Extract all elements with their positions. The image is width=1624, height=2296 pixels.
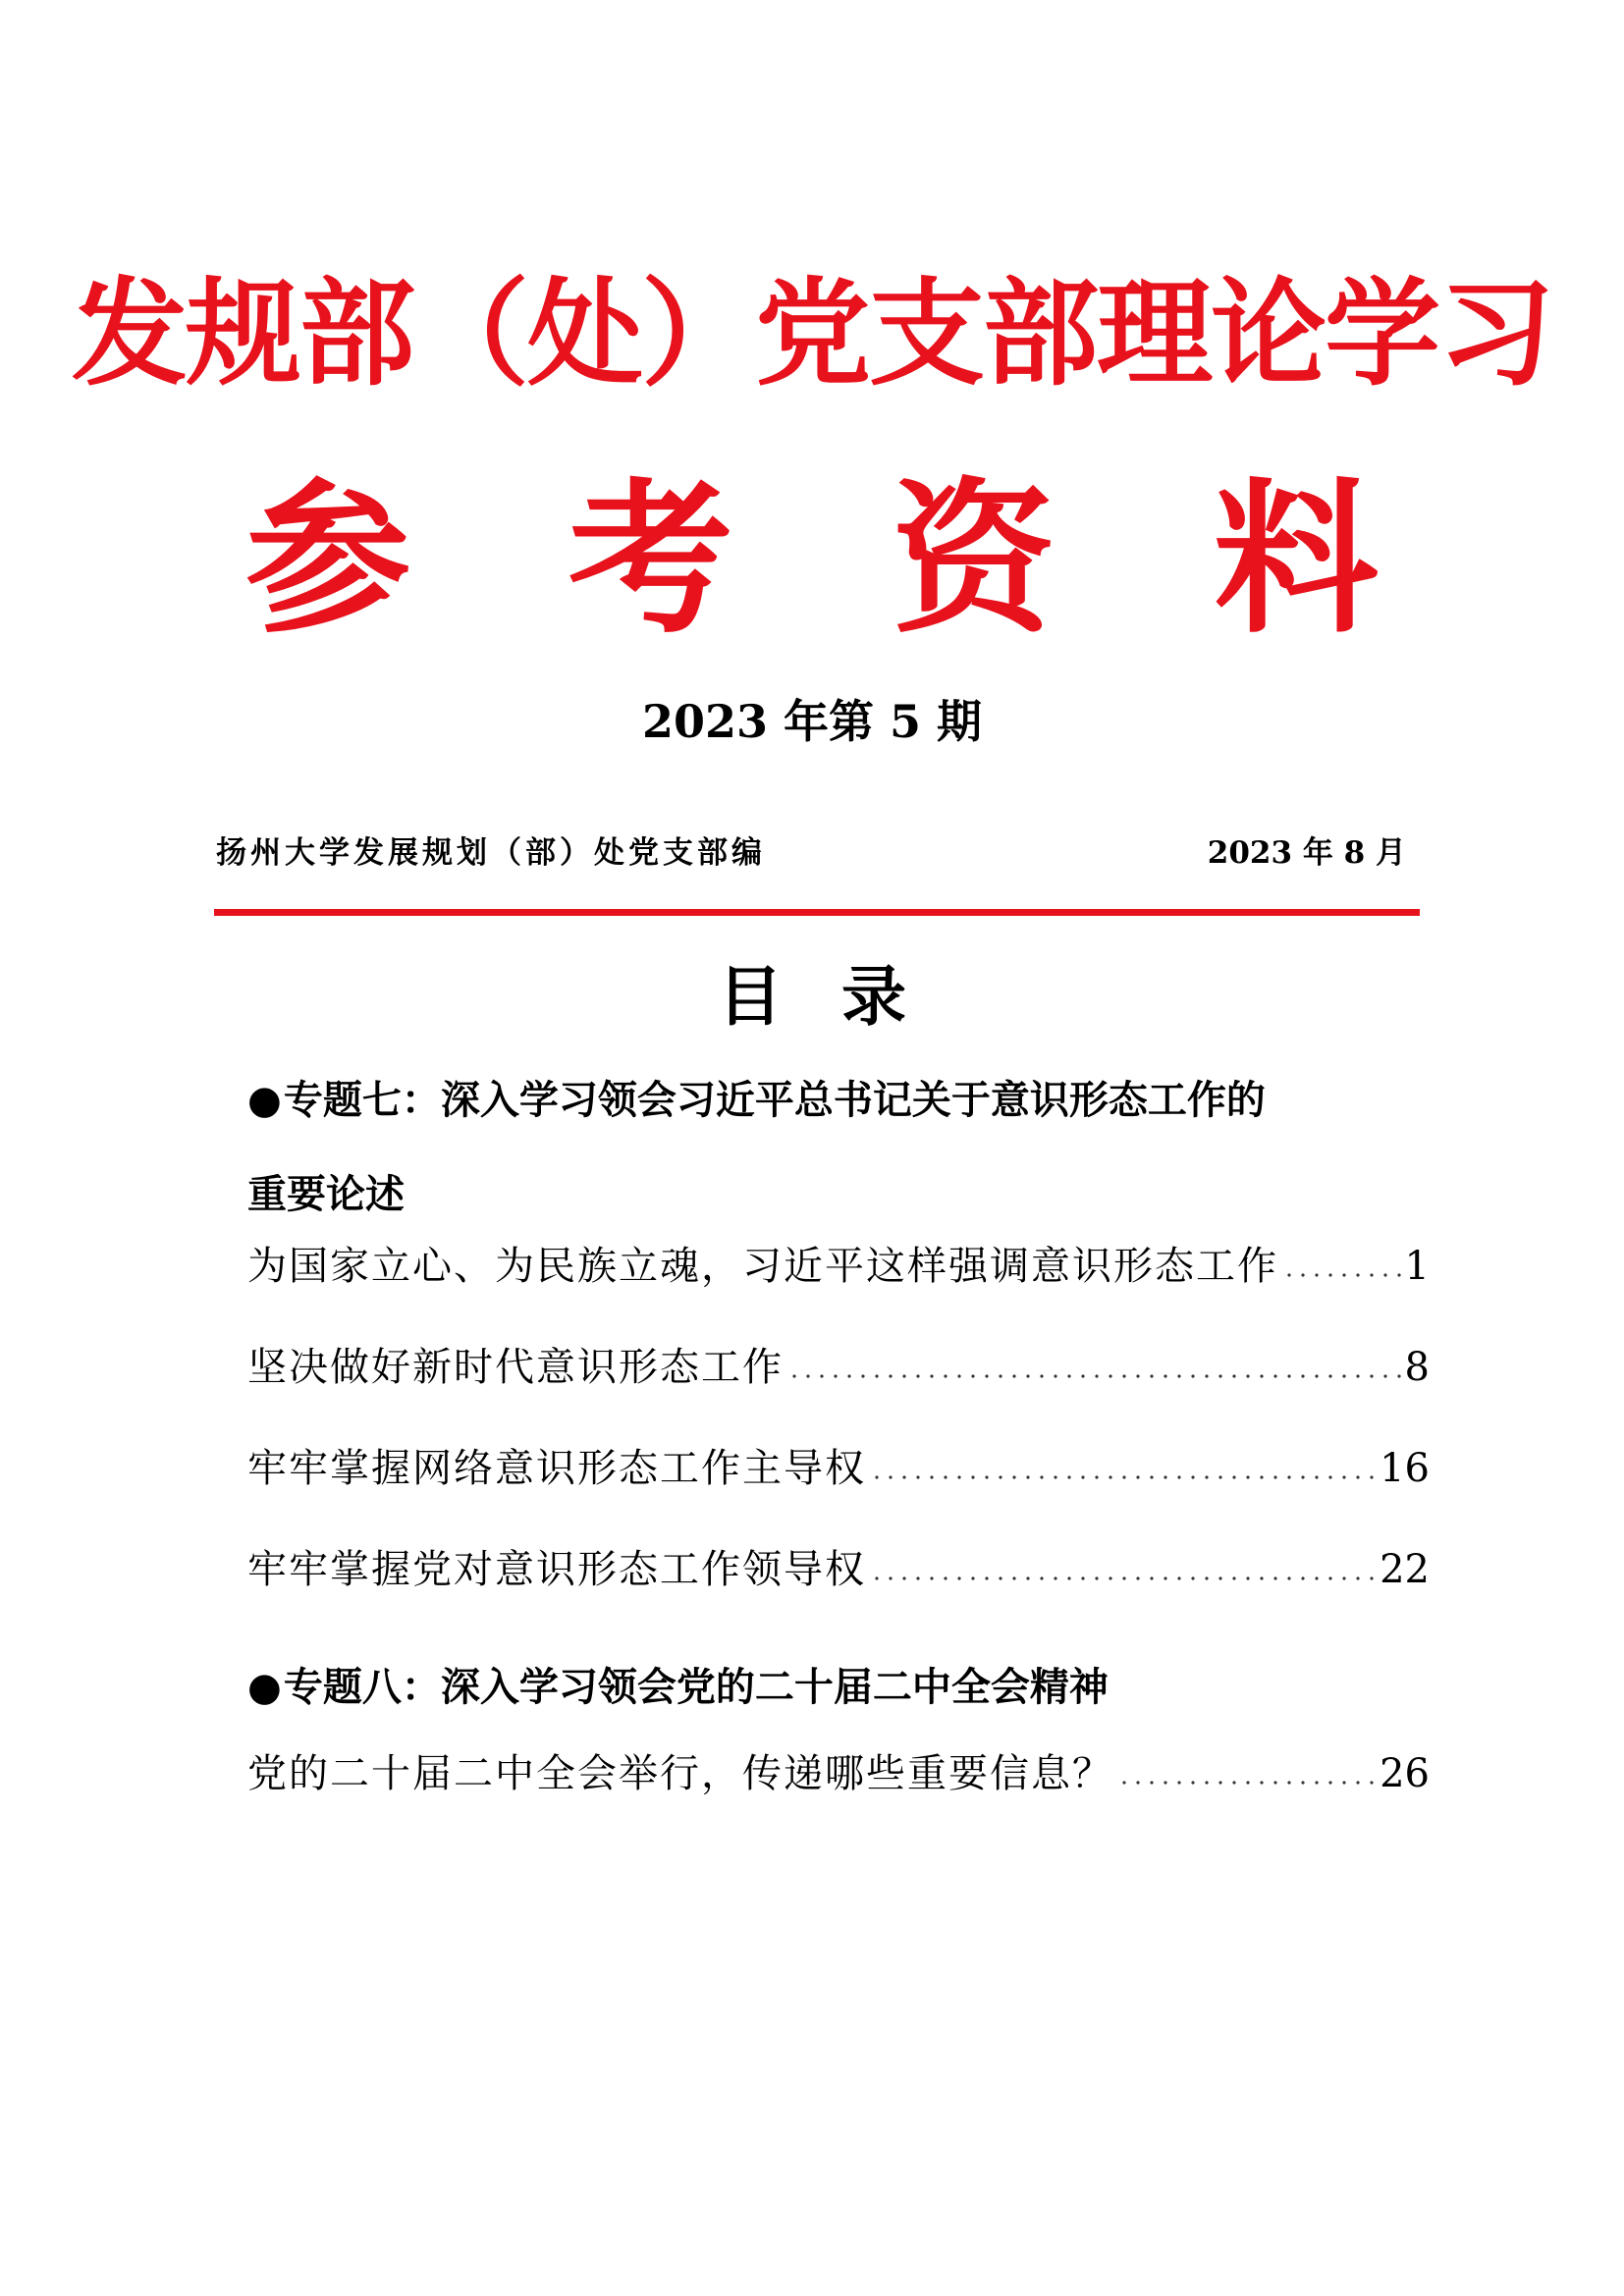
red-divider [214,909,1420,916]
toc-topic-7 [247,1053,1426,1242]
toc-entry-title: 牢牢掌握党对意识形态工作领导权 [247,1547,866,1592]
toc-entry-page: 22 [1380,1547,1430,1592]
toc-entry-title: 党的二十届二中全会举行，传递哪些重要信息？ [247,1751,1113,1796]
toc-leader-dots [787,1370,1401,1382]
toc-heading: 目录 [718,958,965,1035]
toc-entry[interactable] [247,1742,1430,1805]
toc-entry-title: 牢牢掌握网络意识形态工作主导权 [247,1446,866,1491]
cover-title: 发规部（处）党支部理论学习 [71,266,1552,401]
toc-entry[interactable] [247,1235,1430,1298]
toc-entry-page: 8 [1404,1345,1430,1390]
bullet-icon: ● [247,1078,282,1123]
toc-entry-title: 为国家立心、为民族立魂，习近平这样强调意识形态工作 [247,1244,1278,1289]
toc-entry[interactable] [247,1336,1430,1399]
issue-number: 2023 年第 5 期 [641,695,983,748]
toc-entry-title: 坚决做好新时代意识形态工作 [247,1345,784,1390]
publisher-row [216,825,1406,874]
toc-leader-dots [1117,1777,1376,1789]
toc-entry-page: 26 [1380,1751,1430,1796]
toc-entry-page: 1 [1404,1244,1430,1289]
cover-subtitle-char: 参 [245,463,410,656]
toc-topic-7-title: 专题七：深入学习领会习近平总书记关于意识形态工作的 [283,1078,1266,1123]
publish-date: 2023 年 8 月 [1207,834,1406,871]
bullet-icon: ● [247,1665,282,1710]
toc-leader-dots [870,1471,1376,1483]
toc-topic-8-title: 专题八：深入学习领会党的二十届二中全会精神 [283,1665,1109,1710]
toc-entry-page: 16 [1380,1446,1430,1491]
toc-topic-8 [247,1640,1426,1735]
toc-topic-7-line2: 重要论述 [247,1172,405,1217]
cover-subtitle-char: 考 [568,463,733,656]
cover-subtitle [245,461,1379,658]
toc-entry[interactable] [247,1538,1430,1601]
toc-topic-8-line1 [247,1640,1426,1735]
toc-leader-dots [870,1573,1376,1584]
cover-subtitle-char: 料 [1213,463,1379,656]
toc-topic-7-line1 [247,1053,1426,1148]
toc-leader-dots [1282,1269,1401,1281]
cover-subtitle-char: 资 [891,463,1056,656]
publisher: 扬州大学发展规划（部）处党支部编 [216,834,766,871]
toc-entry[interactable] [247,1437,1430,1500]
